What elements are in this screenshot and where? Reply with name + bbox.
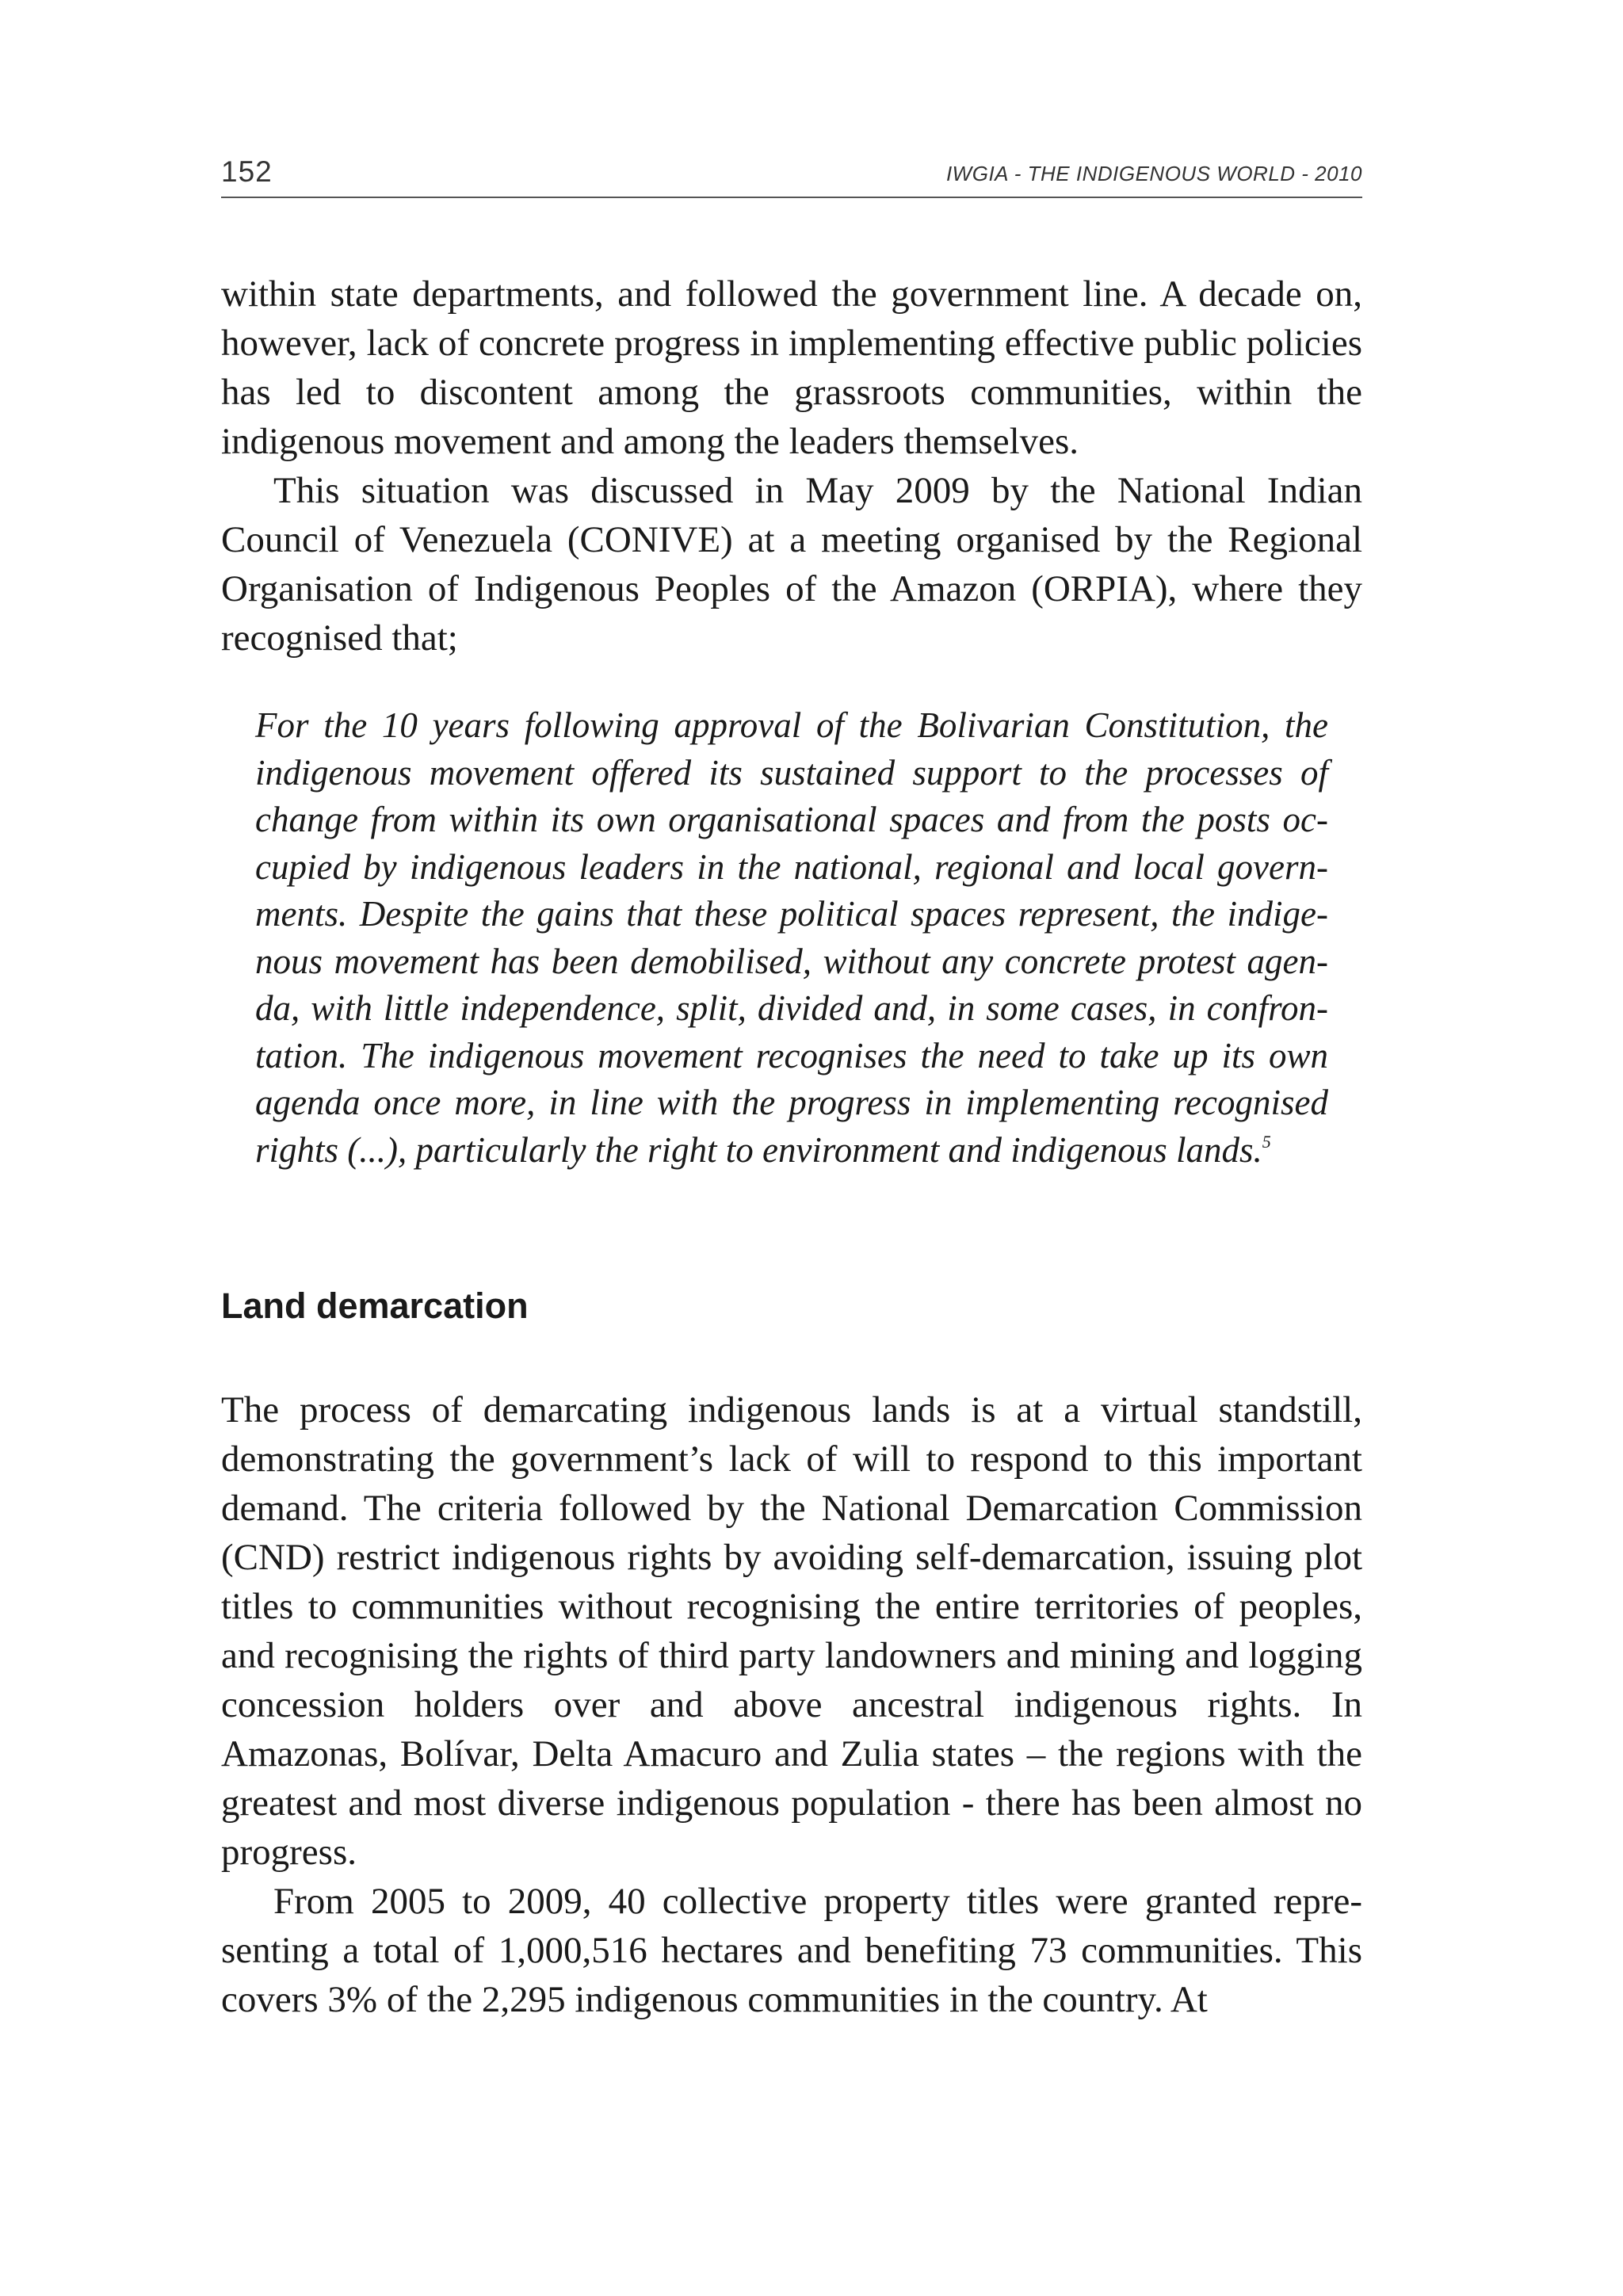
quote-text: For the 10 years following approval of the Bolivarian Constitution, the indigenous movement offered its sustained support to the processes of change from within its own organisational spaces and from the posts occupied by indigenous leaders in the national, regional and local governments. Despite the gains that these political spaces represent, the indigenous movement has been demobilised, without any concrete protest agenda, with little independence, split, divided and, in some cases, in confrontation. The indigenous movement recognises the need to take up its own agenda once more, in line with the progress in implementing recognised rights (...), particularly the right to environment and indigenous lands. <box>255 705 1328 1170</box>
page-number: 152 <box>221 155 273 188</box>
footnote-ref[interactable]: 5 <box>1262 1131 1271 1152</box>
paragraph: within state departments, and followed the government line. A decade on, however, lack of concrete progress in implementing effective public policies has led to discontent among the grassroots communities, within the indigenous movement and among the leaders themselves. <box>221 273 1362 462</box>
paragraph: From 2005 to 2009, 40 collective property titles were granted representing a total of 1,000,516 hectares and benefiting 73 communities. This covers 3% of the 2,295 indigenous communities in the country. At <box>221 1881 1362 2020</box>
paragraph: This situation was discussed in May 2009 by the National Indian Council of Venezuela (CONIVE) at a meeting organised by the Regional Organisation of Indigenous Peoples of the Amazon (ORPIA), where they recognised that; <box>221 470 1362 659</box>
running-head: IWGIA - THE INDIGENOUS WORLD - 2010 <box>945 162 1362 185</box>
body-text-top <box>221 269 1362 663</box>
paragraph: The process of demarcating indigenous lands is at a virtual standstill, demonstrating the government’s lack of will to respond to this important demand. The criteria followed by the National Demarcation Commission (CND) restrict indigenous rights by avoiding self-demarcation, issuing plot titles to communities without recognising the entire territories of peoples, and recognising the rights of third party landowners and mining and logging concession holders over and above ancestral indigenous rights. In Amazonas, Bolívar, Delta Amacuro and Zulia states – the regions with the greatest and most diverse indigenous population - there has been almost no progress. <box>221 1389 1362 1873</box>
block-quote <box>255 702 1328 1174</box>
page-header <box>221 155 1362 198</box>
section-heading: Land demarcation <box>221 1286 529 1326</box>
body-text-section <box>221 1385 1362 2024</box>
